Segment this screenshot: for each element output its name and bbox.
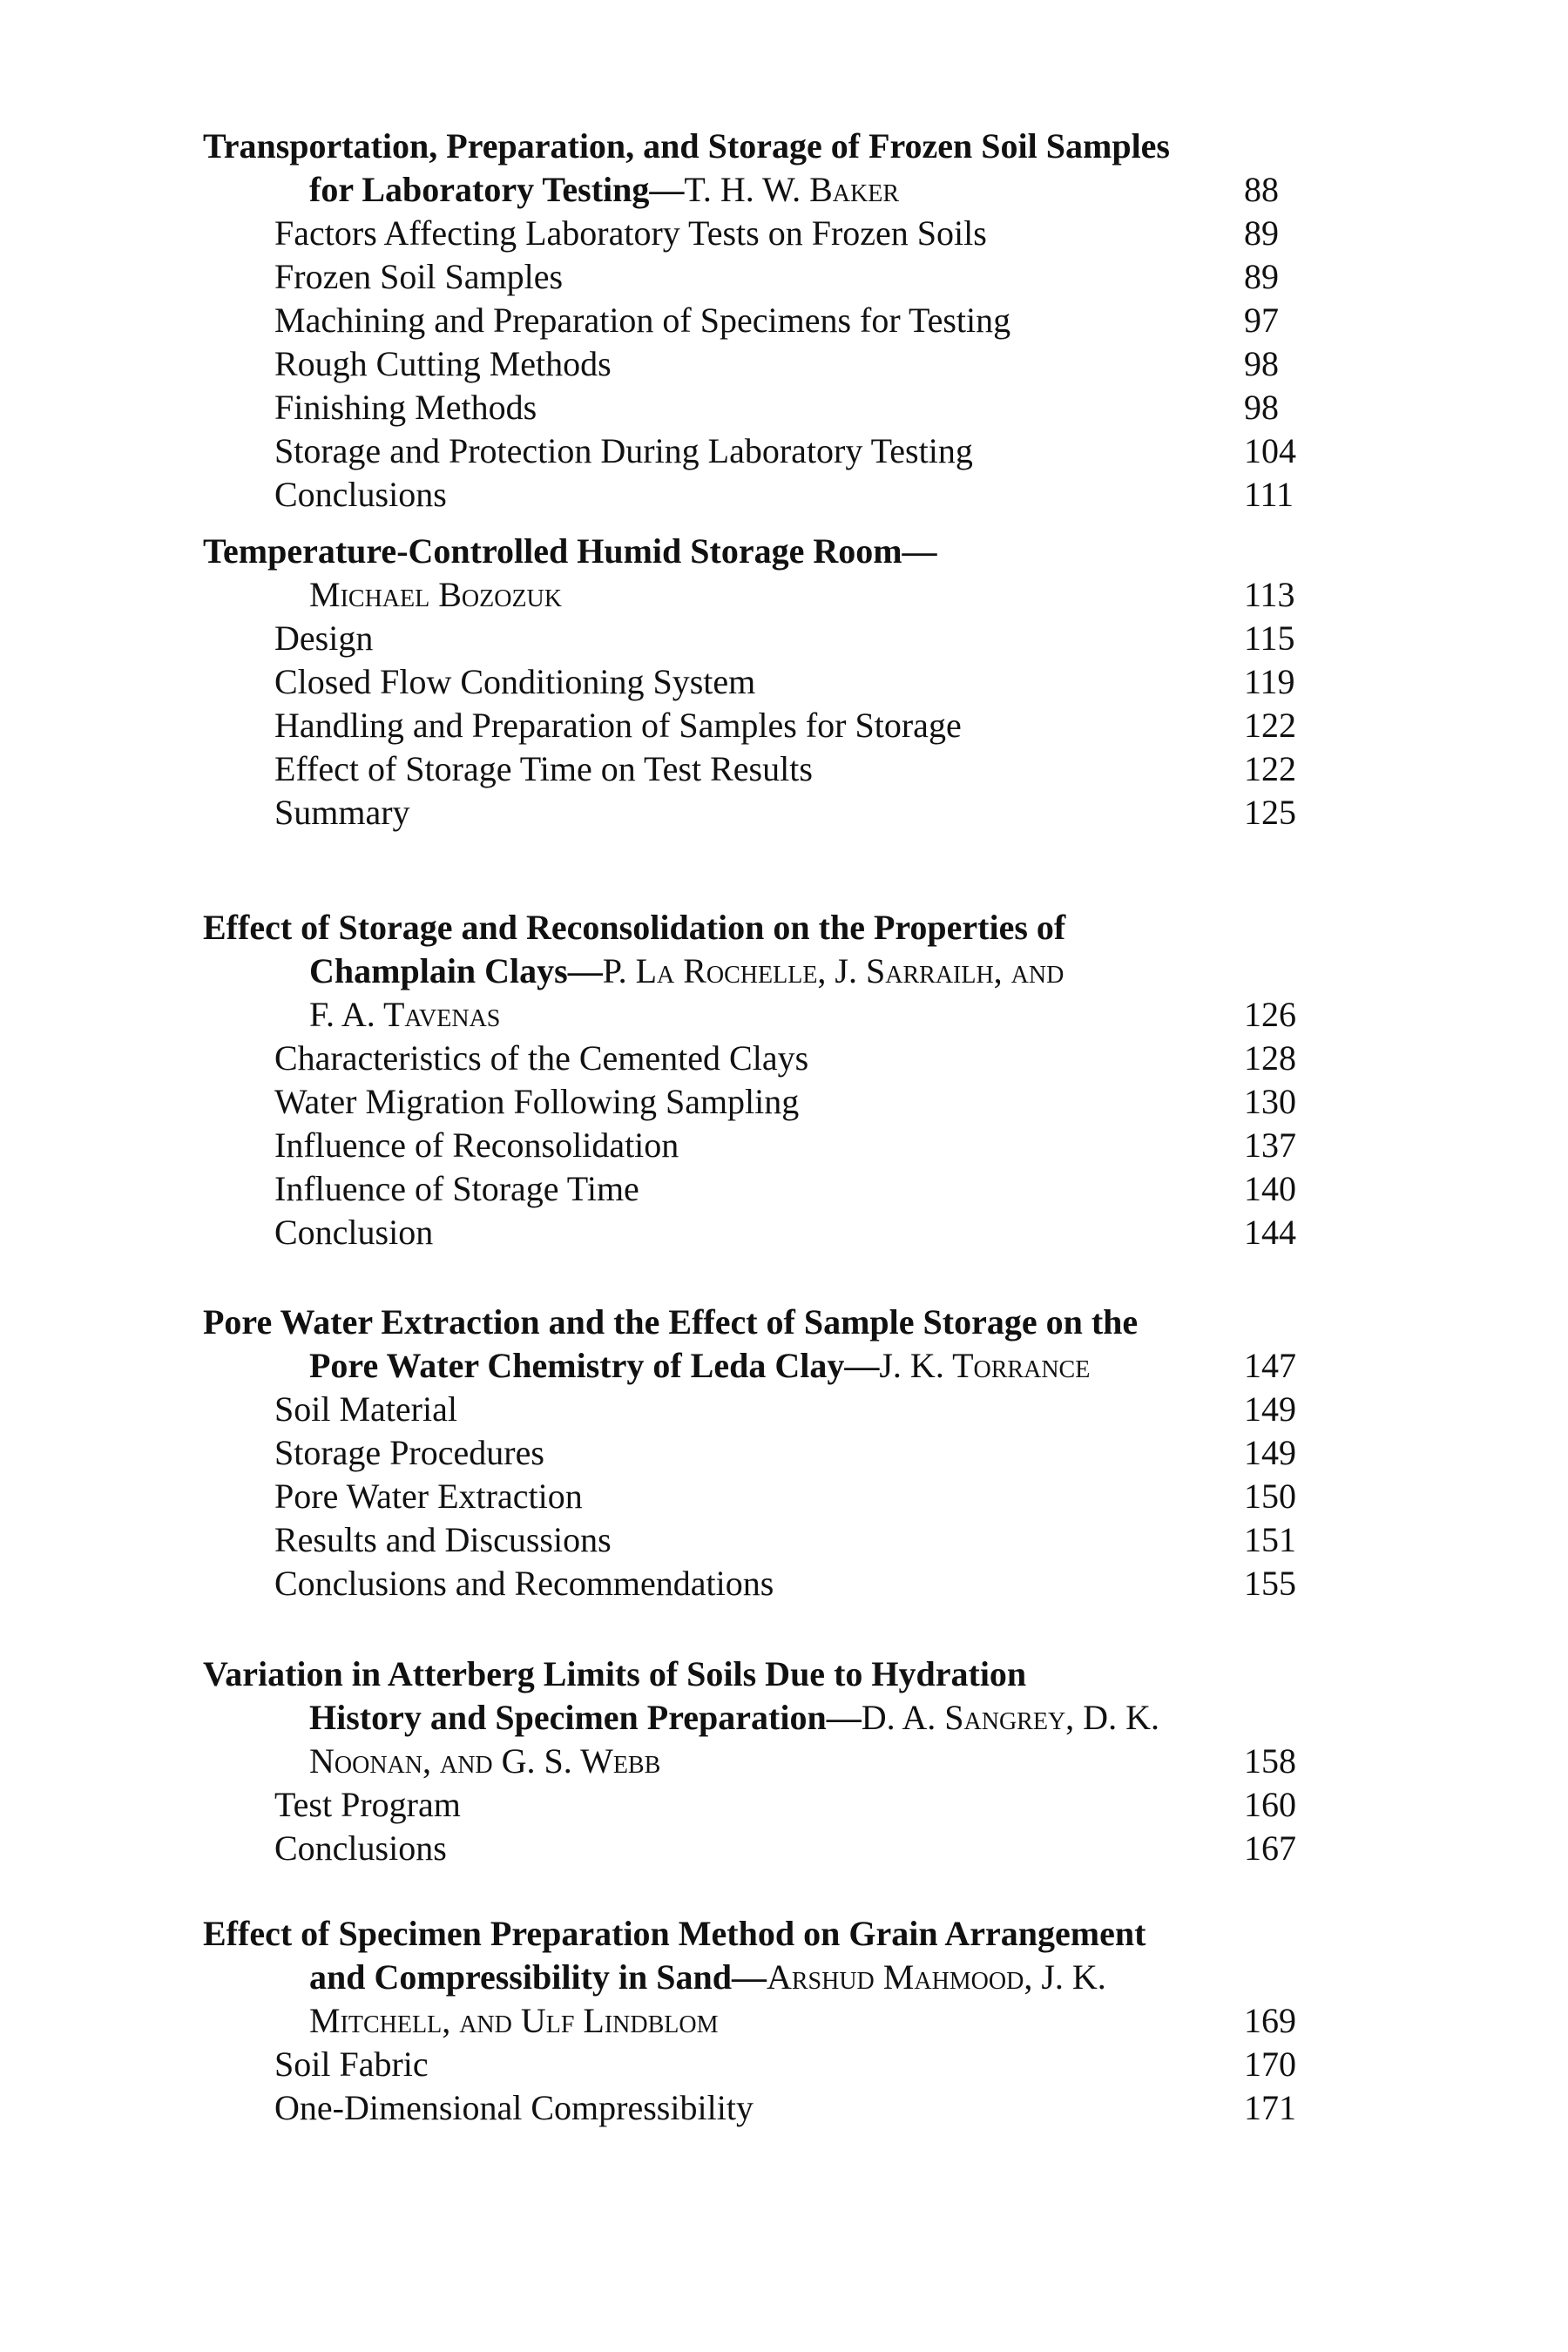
article-title-text (203, 530, 937, 573)
article-title-line (0, 1301, 1366, 1344)
article-title-line (0, 1344, 1366, 1388)
article-title-text (309, 573, 562, 617)
section-title: Frozen Soil Samples (274, 257, 564, 296)
page-number: 137 (1244, 1125, 1296, 1165)
page-number: 149 (1244, 1433, 1296, 1472)
article-title: History and Specimen Preparation— (309, 1698, 862, 1737)
article-title-text (309, 168, 899, 212)
toc-section-entry (0, 660, 1366, 704)
article-title: Champlain Clays— (309, 951, 603, 990)
article-authors: Noonan, and G. S. Webb (309, 1741, 661, 1781)
article-title-line (0, 1740, 1366, 1783)
page-number: 126 (1244, 995, 1296, 1034)
article-title: and Compressibility in Sand— (309, 1957, 767, 1997)
section-title: Conclusions (274, 1828, 447, 1868)
article-title: Effect of Storage and Reconsolidation on the Properties of (203, 908, 1066, 947)
section-title: Soil Fabric (274, 2044, 429, 2084)
section-title: Conclusions (274, 475, 447, 514)
toc-section-entry (0, 342, 1366, 386)
toc-section-entry (0, 704, 1366, 747)
page-number: 104 (1244, 431, 1296, 470)
page-number: 113 (1244, 575, 1295, 614)
toc-section-entry (0, 791, 1366, 835)
section-title: Finishing Methods (274, 388, 537, 427)
page-number: 122 (1244, 706, 1296, 745)
section-title: Influence of Reconsolidation (274, 1125, 679, 1165)
article-authors: J. K. Torrance (879, 1346, 1091, 1385)
article-title: Transportation, Preparation, and Storage of Frozen Soil Samples (203, 126, 1170, 166)
page-number: 147 (1244, 1346, 1296, 1385)
toc-section-entry (0, 1211, 1366, 1254)
article-title-line (0, 125, 1366, 168)
section-title: Rough Cutting Methods (274, 344, 612, 383)
toc-section-entry (0, 1475, 1366, 1518)
section-title: Results and Discussions (274, 1520, 612, 1559)
section-title: One-Dimensional Compressibility (274, 2088, 754, 2127)
toc-section-entry (0, 255, 1366, 299)
article-title-line (0, 1912, 1366, 1956)
page-number: 115 (1244, 618, 1295, 658)
page-number: 170 (1244, 2044, 1296, 2084)
page-number: 167 (1244, 1828, 1296, 1868)
article-title-text (309, 993, 500, 1037)
page-number: 98 (1244, 344, 1279, 383)
article-title-line (0, 530, 1366, 573)
page-number: 155 (1244, 1564, 1296, 1603)
article-title-line (0, 950, 1366, 993)
page-number: 130 (1244, 1082, 1296, 1121)
article-title-line (0, 573, 1366, 617)
page-number: 144 (1244, 1213, 1296, 1252)
page-number: 89 (1244, 257, 1279, 296)
page-number: 128 (1244, 1038, 1296, 1078)
toc-section-entry (0, 1562, 1366, 1605)
section-title: Conclusions and Recommendations (274, 1564, 774, 1603)
page-number: 149 (1244, 1389, 1296, 1429)
toc-section-entry (0, 1037, 1366, 1080)
page-number: 151 (1244, 1520, 1296, 1559)
article-title-line (0, 993, 1366, 1037)
article-authors: Michael Bozozuk (309, 575, 562, 614)
toc-section-entry (0, 1783, 1366, 1827)
article-title: for Laboratory Testing— (309, 170, 685, 209)
toc-section-entry (0, 299, 1366, 342)
page-number: 97 (1244, 301, 1279, 340)
toc-section-entry (0, 747, 1366, 791)
page-number: 150 (1244, 1477, 1296, 1516)
section-title: Machining and Preparation of Specimens for Testing (274, 301, 1011, 340)
toc-section-entry (0, 386, 1366, 429)
article-title-text (203, 1652, 1026, 1696)
page-number: 160 (1244, 1785, 1296, 1824)
section-title: Storage and Protection During Laboratory Testing (274, 431, 973, 470)
section-title: Conclusion (274, 1213, 434, 1252)
article-title-text (203, 1301, 1138, 1344)
article-title-line (0, 1999, 1366, 2043)
section-title: Storage Procedures (274, 1433, 544, 1472)
page-number: 98 (1244, 388, 1279, 427)
article-title-text (309, 1696, 1159, 1740)
article-title-text (309, 1999, 719, 2043)
article-title-line (0, 168, 1366, 212)
section-title: Pore Water Extraction (274, 1477, 583, 1516)
toc-section-entry (0, 473, 1366, 517)
page-number: 88 (1244, 170, 1279, 209)
article-authors: P. La Rochelle, J. Sarrailh, and (602, 951, 1064, 990)
toc-section-entry (0, 1827, 1366, 1870)
article-title: Pore Water Chemistry of Leda Clay— (309, 1346, 880, 1385)
article-title-line (0, 906, 1366, 950)
section-title: Water Migration Following Sampling (274, 1082, 800, 1121)
toc-section-entry (0, 1124, 1366, 1167)
article-title: Variation in Atterberg Limits of Soils Due to Hydration (203, 1654, 1027, 1693)
toc-section-entry (0, 2086, 1366, 2130)
section-title: Design (274, 618, 374, 658)
article-authors: Mitchell, and Ulf Lindblom (309, 2001, 719, 2040)
article-title-text (203, 1912, 1146, 1956)
toc-section-entry (0, 1431, 1366, 1475)
article-title-text (309, 1956, 1106, 1999)
section-title: Factors Affecting Laboratory Tests on Frozen Soils (274, 213, 987, 253)
article-title: Pore Water Extraction and the Effect of Sample Storage on the (203, 1302, 1139, 1342)
section-title: Handling and Preparation of Samples for Storage (274, 706, 962, 745)
section-title: Effect of Storage Time on Test Results (274, 749, 813, 788)
page-number: 140 (1244, 1169, 1296, 1208)
page-number: 158 (1244, 1741, 1296, 1781)
article-authors: T. H. W. Baker (684, 170, 900, 209)
section-title: Summary (274, 793, 410, 832)
toc-section-entry (0, 2043, 1366, 2086)
article-title-text (203, 906, 1065, 950)
article-title: Temperature-Controlled Humid Storage Room— (203, 531, 937, 571)
page-number: 89 (1244, 213, 1279, 253)
article-title-line (0, 1696, 1366, 1740)
page-number: 122 (1244, 749, 1296, 788)
article-title-text (309, 950, 1064, 993)
section-title: Closed Flow Conditioning System (274, 662, 756, 701)
article-authors: F. A. Tavenas (309, 995, 501, 1034)
page-number: 171 (1244, 2088, 1296, 2127)
article-title-line (0, 1652, 1366, 1696)
toc-section-entry (0, 1080, 1366, 1124)
article-title-text (203, 125, 1170, 168)
section-title: Influence of Storage Time (274, 1169, 639, 1208)
article-title-text (309, 1740, 660, 1783)
section-title: Test Program (274, 1785, 461, 1824)
article-authors: D. A. Sangrey, D. K. (861, 1698, 1159, 1737)
toc-section-entry (0, 429, 1366, 473)
page-number: 125 (1244, 793, 1296, 832)
article-title-text (309, 1344, 1090, 1388)
page-number: 119 (1244, 662, 1295, 701)
article-title: Effect of Specimen Preparation Method on Grain Arrangement (203, 1914, 1146, 1953)
page-number: 111 (1244, 475, 1294, 514)
section-title: Soil Material (274, 1389, 457, 1429)
toc-section-entry (0, 1167, 1366, 1211)
toc-section-entry (0, 1518, 1366, 1562)
toc-section-entry (0, 212, 1366, 255)
section-title: Characteristics of the Cemented Clays (274, 1038, 809, 1078)
article-authors: Arshud Mahmood, J. K. (766, 1957, 1106, 1997)
article-title-line (0, 1956, 1366, 1999)
page-number: 169 (1244, 2001, 1296, 2040)
toc-section-entry (0, 617, 1366, 660)
toc-section-entry (0, 1388, 1366, 1431)
